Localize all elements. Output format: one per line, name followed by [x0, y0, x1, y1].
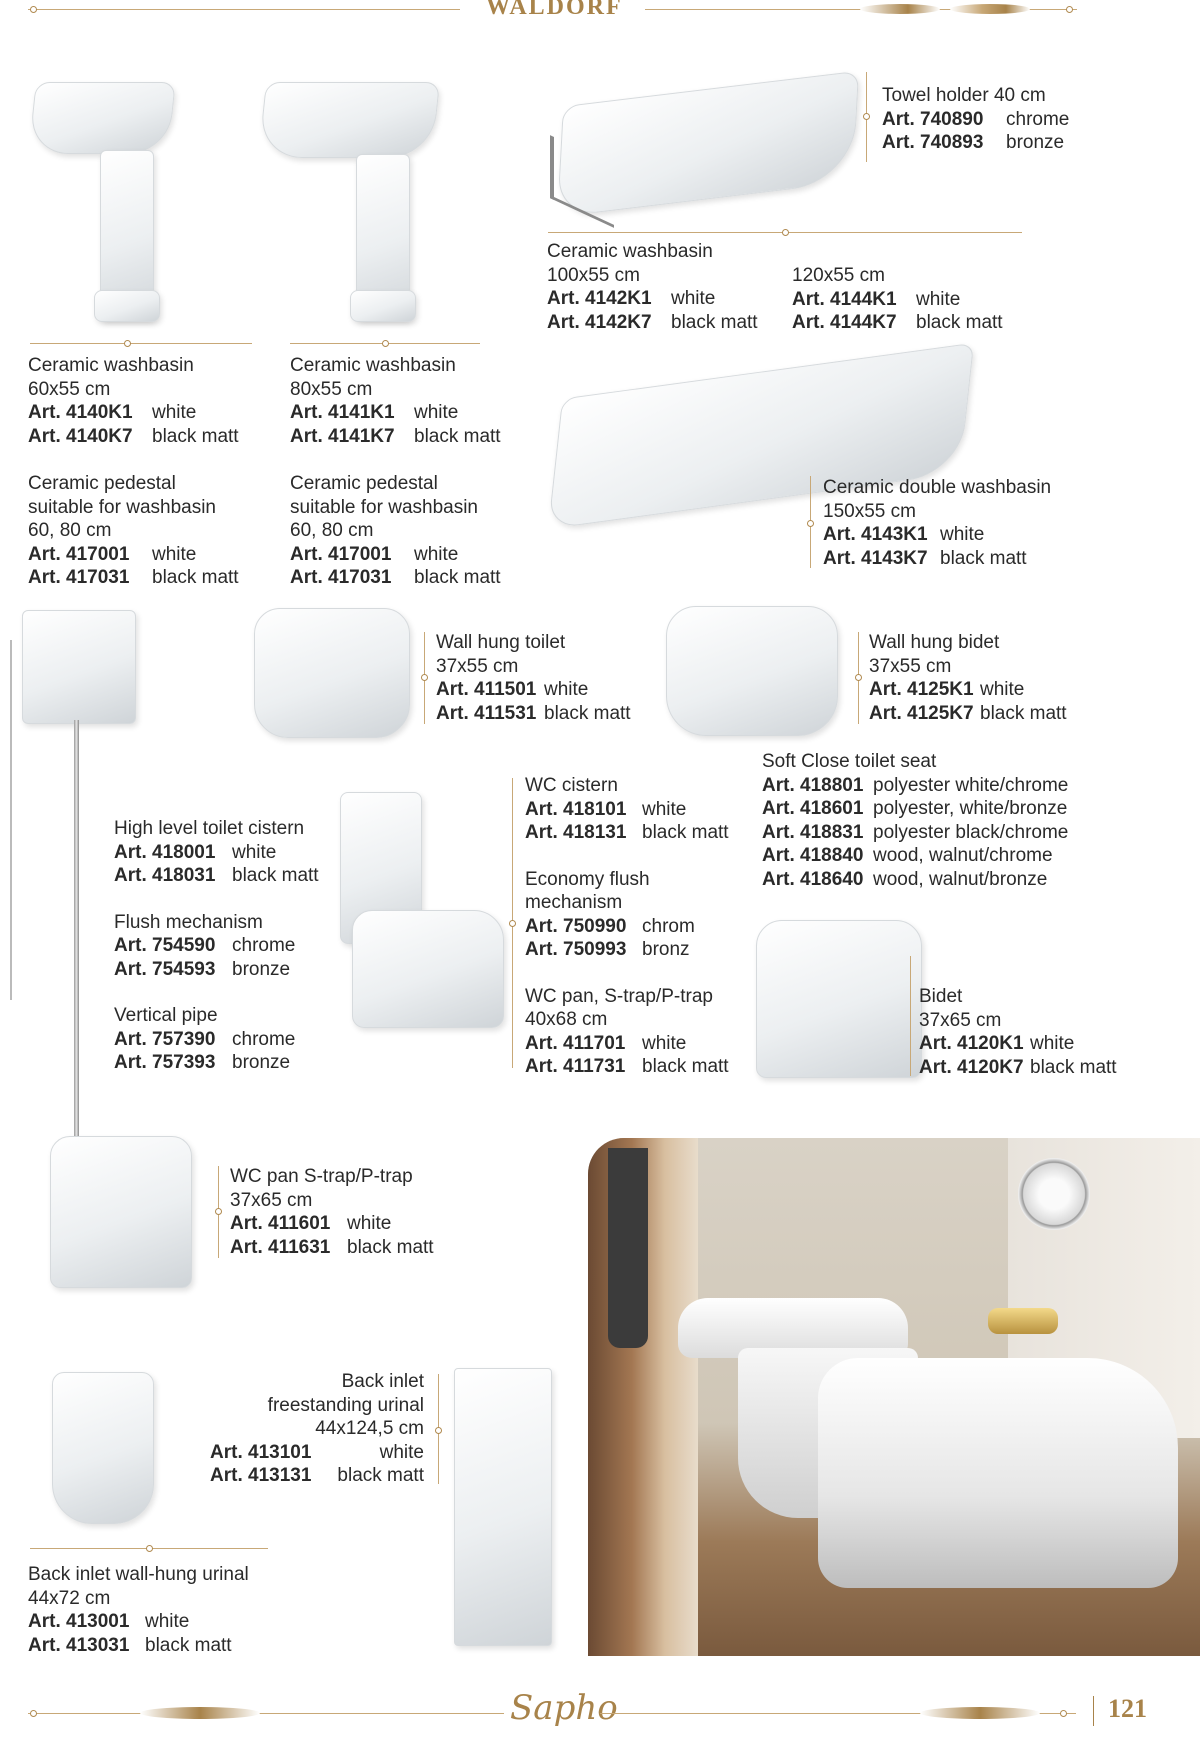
wc-cistern-name: WC cistern — [525, 775, 618, 796]
finish: white — [347, 1213, 392, 1234]
high-cistern-row — [114, 864, 319, 888]
finish: black matt — [1030, 1056, 1117, 1078]
finish: white — [642, 798, 687, 820]
finish: white — [1030, 1033, 1075, 1054]
washbasin-60-row — [28, 425, 239, 449]
pedestal-2-block — [290, 472, 501, 590]
bidet-row — [919, 1056, 1117, 1080]
art-number: Art. 417031 — [28, 567, 130, 588]
page-title: WALDORF — [486, 0, 623, 20]
wc-cistern-block — [525, 774, 729, 1079]
art-number: Art. 418031 — [114, 865, 216, 886]
art-number: Art. 413001 — [28, 1611, 130, 1632]
washbasin-80-size: 80x55 cm — [290, 378, 373, 400]
double-washbasin-row — [823, 523, 1051, 547]
wall-toilet-name: Wall hung toilet — [436, 632, 566, 653]
photo-bidet — [818, 1358, 1178, 1588]
flush-mechanism-row — [114, 958, 319, 982]
free-urinal-dot — [435, 1427, 442, 1434]
footer-dot-right — [1060, 1710, 1067, 1717]
soft-close-block — [762, 750, 1068, 891]
art-number: Art. 757390 — [114, 1028, 216, 1050]
wall-bidet-image — [666, 606, 838, 736]
pedestal-2-desc: suitable for washbasin — [290, 496, 478, 518]
art-number: Art. 4140K7 — [28, 425, 133, 447]
towel-holder-dot — [863, 113, 870, 120]
economy-flush-row — [525, 915, 729, 939]
footer-dot-left — [30, 1710, 37, 1717]
art-number: Art. 418831 — [762, 821, 864, 843]
wc-pan-strap-size: 40x68 cm — [525, 1009, 608, 1030]
soft-close-row — [762, 868, 1068, 892]
washbasin-100-size: 100x55 cm — [547, 264, 640, 286]
art-number: Art. 4144K7 — [792, 312, 897, 333]
towel-holder-name: Towel holder 40 cm — [882, 85, 1046, 106]
wall-bidet-dot — [855, 674, 862, 681]
wc-pan-strap-row — [525, 1032, 729, 1056]
double-washbasin-row — [823, 547, 1051, 571]
art-number: Art. 418001 — [114, 841, 216, 863]
art-number: Art. 4120K7 — [919, 1056, 1024, 1078]
wc-cistern-row — [525, 798, 729, 822]
soft-close-name: Soft Close toilet seat — [762, 751, 937, 772]
wall-urinal-dot — [146, 1545, 153, 1552]
art-number: Art. 418131 — [525, 822, 627, 843]
washbasin-120-row — [792, 311, 1003, 335]
vertical-pipe-row — [114, 1028, 319, 1052]
flush-chain-image — [10, 640, 12, 1000]
finish: white — [152, 543, 197, 565]
washbasin-120-size: 120x55 cm — [792, 265, 885, 286]
economy-flush-name: Economy flush — [525, 868, 650, 890]
art-number: Art. 418801 — [762, 774, 864, 796]
wc-pan-strap-row — [525, 1055, 729, 1079]
washbasin-100-name: Ceramic washbasin — [547, 241, 713, 262]
washbasin-60-name: Ceramic washbasin — [28, 355, 194, 376]
wc-pan-size: 37x65 cm — [230, 1189, 313, 1211]
finish: wood, walnut/bronze — [873, 868, 1048, 890]
wall-urinal-row — [28, 1610, 249, 1634]
art-number: Art. 4142K7 — [547, 311, 652, 333]
footer-ornament-left — [140, 1707, 260, 1719]
art-number: Art. 750993 — [525, 939, 627, 960]
art-number: Art. 740893 — [882, 132, 984, 153]
wc-cistern-row — [525, 821, 729, 845]
wall-urinal-name: Back inlet wall-hung urinal — [28, 1564, 249, 1585]
bidet-name: Bidet — [919, 986, 963, 1007]
art-number: Art. 757393 — [114, 1052, 216, 1073]
art-number: Art. 418601 — [762, 798, 864, 819]
bidet-row — [919, 1032, 1117, 1056]
washbasin-60-row — [28, 401, 239, 425]
finish: white — [642, 1032, 687, 1054]
vertical-pipe-name: Vertical pipe — [114, 1005, 218, 1026]
photo-brass-tap — [988, 1308, 1058, 1334]
art-number: Art. 740890 — [882, 108, 984, 130]
soft-close-row — [762, 844, 1068, 868]
finish: black matt — [642, 822, 729, 843]
pedestal-1-block — [28, 472, 239, 590]
finish: polyester black/chrome — [873, 821, 1069, 843]
wall-toilet-row — [436, 678, 631, 702]
bidet-bracket — [910, 956, 911, 1076]
free-urinal-size: 44x124,5 cm — [315, 1418, 424, 1439]
bidet-block — [919, 985, 1117, 1079]
free-urinal-name: Back inlet — [341, 1371, 424, 1392]
art-number: Art. 417031 — [290, 567, 392, 588]
pedestal-2-size: 60, 80 cm — [290, 520, 374, 541]
high-cistern-block — [114, 817, 319, 1075]
washbasin-60-image — [28, 82, 176, 154]
photo-towel — [608, 1148, 648, 1348]
washbasin-60-rule — [30, 343, 252, 344]
double-washbasin-size: 150x55 cm — [823, 500, 916, 522]
free-urinal-row — [210, 1441, 424, 1465]
finish: chrome — [1006, 108, 1070, 130]
finish: white — [414, 543, 459, 565]
finish: white — [940, 524, 985, 545]
toilet-paper-icon — [1018, 1158, 1090, 1230]
wc-pan-dot — [215, 1208, 222, 1215]
finish: white — [414, 402, 459, 423]
finish: black matt — [152, 567, 239, 588]
pedestal-60-base — [94, 290, 160, 322]
art-number: Art. 411731 — [525, 1056, 626, 1077]
finish: black matt — [145, 1634, 232, 1656]
finish: black matt — [414, 425, 501, 447]
washbasin-80-dot — [382, 340, 389, 347]
wall-bidet-block — [869, 631, 1067, 725]
wall-bidet-name: Wall hung bidet — [869, 632, 1000, 653]
wall-bidet-row — [869, 702, 1067, 726]
finish: black matt — [642, 1056, 729, 1077]
washbasin-60-dot — [124, 340, 131, 347]
vertical-pipe-image — [74, 720, 79, 1140]
finish: white — [232, 841, 277, 863]
soft-close-row — [762, 821, 1068, 845]
finish: white — [916, 288, 961, 310]
pedestal-1-row — [28, 543, 239, 567]
soft-close-row — [762, 797, 1068, 821]
art-number: Art. 4141K7 — [290, 425, 395, 447]
finish: polyester, white/bronze — [873, 798, 1068, 819]
art-number: Art. 4144K1 — [792, 288, 897, 310]
washbasin-100-row — [547, 311, 758, 335]
wc-pan-name: WC pan S-trap/P-trap — [230, 1166, 413, 1187]
pedestal-1-size: 60, 80 cm — [28, 520, 112, 541]
high-cistern-name: High level toilet cistern — [114, 818, 305, 839]
art-number: Art. 411601 — [230, 1213, 331, 1234]
finish: white — [980, 679, 1025, 700]
finish: bronze — [232, 1052, 291, 1073]
high-cistern-row — [114, 841, 319, 865]
art-number: Art. 754593 — [114, 958, 216, 980]
wc-pan-image — [50, 1136, 192, 1288]
wall-urinal-block — [28, 1563, 249, 1657]
art-number: Art. 4141K1 — [290, 402, 395, 423]
washbasin-60-size: 60x55 cm — [28, 378, 111, 400]
towel-holder-row — [882, 131, 1069, 155]
wall-bidet-size: 37x55 cm — [869, 655, 952, 677]
finish: black matt — [916, 312, 1003, 333]
flush-mechanism-name: Flush mechanism — [114, 911, 263, 933]
wc-pan-strap-name: WC pan, S-trap/P-trap — [525, 985, 713, 1007]
wall-toilet-dot — [421, 674, 428, 681]
footer-rule-left — [28, 1713, 504, 1714]
art-number: Art. 4142K1 — [547, 288, 652, 309]
brand-logo: Sapho — [510, 1688, 618, 1728]
header-ornament-center — [860, 4, 940, 14]
flush-mechanism-row — [114, 934, 319, 958]
economy-flush-name-2: mechanism — [525, 892, 623, 913]
bidet-image — [756, 920, 922, 1078]
wc-cistern-dot — [509, 920, 516, 927]
washbasin-120-row — [792, 288, 1003, 312]
art-number: Art. 4140K1 — [28, 402, 133, 423]
economy-flush-row — [525, 938, 729, 962]
art-number: Art. 411501 — [436, 679, 537, 700]
wc-pan-block — [230, 1165, 434, 1259]
art-number: Art. 4143K7 — [823, 547, 928, 569]
washbasin-80-row — [290, 425, 501, 449]
art-number: Art. 750990 — [525, 915, 627, 937]
double-washbasin-block — [823, 476, 1051, 570]
finish: black matt — [414, 567, 501, 588]
finish: black matt — [232, 865, 319, 886]
header-ornament-right — [950, 4, 1030, 14]
wall-toilet-block — [436, 631, 631, 725]
vertical-pipe-row — [114, 1051, 319, 1075]
finish: black matt — [347, 1236, 434, 1258]
finish: polyester white/chrome — [873, 774, 1069, 796]
wall-toilet-size: 37x55 cm — [436, 655, 519, 677]
wall-toilet-row — [436, 702, 631, 726]
pedestal-2-row — [290, 566, 501, 590]
washbasin-80-image — [258, 82, 440, 158]
washbasin-60-block — [28, 354, 239, 448]
art-number: Art. 4120K1 — [919, 1033, 1024, 1054]
finish: bronze — [232, 958, 291, 980]
wc-pan-row — [230, 1236, 434, 1260]
wall-bidet-row — [869, 678, 1067, 702]
header-dot-left — [30, 6, 37, 13]
finish: white — [671, 288, 716, 309]
art-number: Art. 417001 — [290, 543, 392, 565]
freestanding-urinal-image — [454, 1368, 552, 1646]
art-number: Art. 413031 — [28, 1634, 130, 1656]
page-number: 121 — [1108, 1694, 1147, 1723]
washbasin-100-block — [547, 240, 758, 334]
washbasin-120-block — [792, 264, 1003, 335]
art-number: Art. 4125K1 — [869, 679, 974, 700]
art-number: Art. 417001 — [28, 543, 130, 565]
footer-ornament-right — [920, 1707, 1040, 1719]
bidet-size: 37x65 cm — [919, 1009, 1002, 1031]
header-dot-right — [1066, 6, 1073, 13]
towel-holder-row — [882, 108, 1069, 132]
page-number-divider — [1093, 1696, 1094, 1726]
art-number: Art. 418101 — [525, 798, 627, 820]
finish: black matt — [940, 547, 1027, 569]
art-number: Art. 411631 — [230, 1236, 331, 1258]
art-number: Art. 754590 — [114, 935, 216, 956]
finish: white — [152, 402, 197, 423]
finish: chrome — [232, 1028, 296, 1050]
finish: chrome — [232, 935, 296, 956]
washbasin-100-row — [547, 287, 758, 311]
finish: black matt — [152, 425, 239, 447]
high-cistern-image — [22, 610, 136, 724]
double-washbasin-dot — [807, 520, 814, 527]
wc-close-coupled-image — [352, 910, 504, 1028]
wall-toilet-image — [254, 608, 410, 738]
washbasin-80-block — [290, 354, 501, 448]
art-number: Art. 413131 — [210, 1465, 312, 1486]
finish: wood, walnut/chrome — [873, 845, 1053, 866]
art-number: Art. 4143K1 — [823, 524, 928, 545]
finish: black matt — [980, 702, 1067, 724]
free-urinal-row — [210, 1464, 424, 1488]
art-number: Art. 411701 — [525, 1032, 626, 1054]
wall-urinal-row — [28, 1634, 249, 1658]
double-washbasin-name: Ceramic double washbasin — [823, 477, 1052, 498]
wall-urinal-image — [52, 1372, 154, 1524]
art-number: Art. 4125K7 — [869, 702, 974, 724]
finish: bronze — [1006, 132, 1065, 153]
pedestal-1-row — [28, 566, 239, 590]
pedestal-2-row — [290, 543, 501, 567]
wc-pan-row — [230, 1212, 434, 1236]
art-number: Art. 413101 — [210, 1441, 312, 1463]
pedestal-2-name: Ceramic pedestal — [290, 473, 438, 494]
art-number: Art. 418640 — [762, 868, 864, 890]
pedestal-1-desc: suitable for washbasin — [28, 496, 216, 518]
free-urinal-block — [210, 1370, 424, 1488]
finish: black matt — [671, 311, 758, 333]
bathroom-photo — [588, 1138, 1200, 1656]
finish: white — [544, 679, 589, 700]
pedestal-80-base — [350, 290, 416, 322]
pedestal-1-name: Ceramic pedestal — [28, 473, 176, 494]
art-number: Art. 418840 — [762, 845, 864, 866]
finish: black matt — [544, 702, 631, 724]
towel-holder-block — [882, 84, 1069, 155]
wall-urinal-size: 44x72 cm — [28, 1587, 111, 1609]
finish: chrom — [642, 915, 695, 937]
washbasin-80-name: Ceramic washbasin — [290, 355, 456, 376]
finish: white — [145, 1611, 190, 1632]
free-urinal-name-2: freestanding urinal — [267, 1394, 424, 1416]
finish: black matt — [337, 1465, 424, 1486]
soft-close-row — [762, 774, 1068, 798]
washbasin-80-row — [290, 401, 501, 425]
header-rule-left — [28, 9, 460, 10]
finish: white — [379, 1441, 424, 1463]
washbasin-100-dot — [782, 229, 789, 236]
finish: bronz — [642, 939, 690, 960]
art-number: Art. 411531 — [436, 702, 537, 724]
